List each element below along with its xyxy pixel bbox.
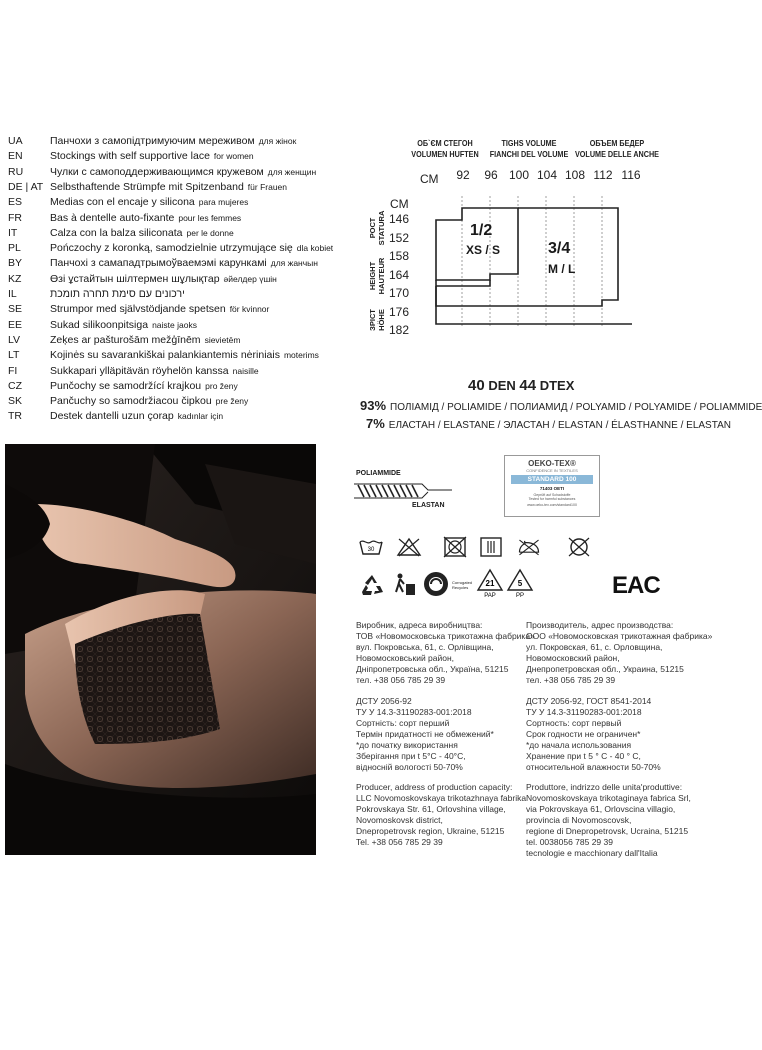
language-text: Destek dantelli uzun çorap kadınlar için (50, 410, 224, 423)
info-line: *до начала использования (526, 740, 632, 750)
info-line: Зберігання при t 5°C - 40°C, (356, 751, 466, 761)
fabric-bottom-label: ELASTAN (412, 502, 445, 509)
composition-polyamide: 93% ПОЛІАМІД / POLIAMIDE / ПОЛИАМИД / POLYAMID / POLYAMIDE / POLIAMMIDE (360, 398, 762, 413)
svg-text:30: 30 (367, 547, 375, 553)
language-code: CZ (8, 379, 22, 392)
info-line: provincia di Novomoscovsk, (526, 815, 632, 825)
oeko-standard: STANDARD 100 (511, 475, 593, 484)
eac-mark: EAC (612, 572, 660, 599)
info-line: относительной влажности 50-70% (526, 762, 661, 772)
do-not-dry-clean-icon (566, 536, 592, 558)
oeko-tiny1: Geprüft auf Schadstoffe (533, 493, 571, 497)
language-code: BY (8, 257, 23, 270)
info-line: regione di Dnepropetrovsk, Ucraina, 51215 (526, 826, 689, 836)
size1-label: XS / S (466, 243, 501, 257)
info-line: Дніпропетровська обл., Україна, 51215 (356, 664, 509, 674)
language-text: Stockings with self supportive lace for women (50, 150, 254, 163)
info-it (526, 782, 691, 859)
fabric-top-label: POLIAMMIDE (356, 470, 401, 477)
language-code: TR (8, 410, 22, 423)
info-ua-standards (356, 696, 494, 773)
info-line: Хранение при t 5 ° C - 40 ° C, (526, 751, 641, 761)
oeko-tex-label (504, 455, 600, 517)
height-tick-label: 158 (389, 249, 410, 263)
language-code: RU (8, 165, 24, 178)
language-code: UA (8, 135, 23, 147)
info-line: tel. 0038056 785 29 39 (526, 837, 613, 847)
hip-unit-label: СМ (420, 172, 439, 186)
language-text: Zeķes ar pašturošām mežģīnēm sievietēm (50, 333, 241, 346)
info-line: Dnepropetrovsk region, Ukraine, 51215 (356, 826, 505, 836)
oeko-code: 71403 OETI (539, 486, 565, 491)
height-unit-label: CM (390, 197, 409, 211)
info-line: ТУ У 14.3-31190283-001:2018 (356, 707, 472, 717)
info-line: Produttore, indrizzo delle unita'produttive: (526, 782, 683, 792)
language-code: FI (8, 364, 18, 377)
den-dtex: 40 DEN 44 DTEX (468, 377, 575, 394)
info-line: Виробник, адреса виробництва: (356, 620, 483, 630)
language-code: PL (8, 242, 21, 255)
wash-30-icon (358, 536, 384, 558)
recycle-5-pp-icon (506, 568, 534, 598)
do-not-iron-icon (516, 536, 542, 558)
language-code: ES (8, 196, 23, 209)
info-line: Producer, address of production capacity: (356, 782, 513, 792)
info-line: tecnologie e macchionary dall'Italia (526, 848, 658, 858)
language-code: LT (8, 349, 20, 362)
language-code: KZ (8, 272, 22, 285)
info-line: Novomoskovskaya trikotaginaya fabrica Srl, (526, 793, 691, 803)
height-tick-label: 176 (389, 304, 410, 319)
corrugated-label: Corrugated Recycles (452, 580, 473, 590)
info-line: Новомосковский район, (526, 653, 620, 663)
product-photo (5, 444, 316, 855)
language-code: EE (8, 318, 23, 331)
info-line: via Pokrovskaya 61, Orlovscina villagio, (526, 804, 676, 814)
language-code: FR (8, 211, 22, 224)
language-text: Өзі ұстайтын шілтермен шұлықтар әйелдер үшін (50, 272, 277, 285)
hip-tick-label: 92 (456, 168, 470, 182)
language-text: Selbsthaftende Strümpfe mit Spitzenband für Frauen (50, 180, 288, 193)
chart-header: TIGHS VOLUME FIANCHI DEL VOLUME (489, 138, 569, 159)
oeko-sub: CONFIDENCE IN TEXTILES (526, 468, 578, 473)
info-line: *до початку використання (356, 740, 458, 750)
info-line: Днепропетровская обл., Украина, 51215 (526, 664, 684, 674)
recycle-5-number: 5 (517, 579, 523, 588)
size-chart-grid (432, 196, 632, 332)
info-ua (356, 620, 535, 686)
oeko-tiny2: Tested for harmful substances (528, 497, 576, 501)
info-line: Pokrovskaya Str. 61, Orlovshina village, (356, 804, 506, 814)
composition-elastane: 7% ЕЛАСТАН / ELASTANE / ЭЛАСТАН / ELASTAN / ÉLASTHANNE / ELASTAN (366, 416, 731, 431)
language-code: DE | AT (8, 180, 44, 193)
hip-tick-label: 108 (564, 168, 586, 182)
language-code: IT (8, 226, 18, 239)
info-line: LLC Novomoskovskaya trikotazhnaya fabrika (356, 793, 527, 803)
stocking-leg-image (5, 444, 316, 855)
recycle-icon (358, 572, 386, 598)
language-text: Панчохі з самападтрымоўваемэмі карункамі для жанчын (50, 257, 318, 270)
info-line: Сортность: сорт первый (526, 718, 622, 728)
height-tick-label: 152 (389, 230, 410, 245)
info-line: тел. +38 056 785 29 39 (356, 675, 446, 685)
chart-header: ОБЪЕМ БЕДЕР VOLUME DELLE ANCHE (574, 138, 660, 159)
language-code: EN (8, 150, 23, 163)
recycle-21-pap-icon (476, 568, 504, 598)
hip-tick-label: 104 (536, 168, 558, 182)
do-not-bleach-icon (396, 536, 422, 558)
size1-number: 1/2 (470, 222, 493, 239)
height-axis-label: HEIGHT HAUTEUR (368, 257, 386, 295)
language-text: Strumpor med självstödjande spetsen för kvinnor (50, 303, 270, 316)
height-tick-label: 182 (389, 323, 410, 337)
info-line: ООО «Новомосковская трикотажная фабрика» (526, 631, 713, 641)
oeko-title: OEKO-TEX® (528, 459, 576, 468)
hip-tick-label: 96 (484, 168, 498, 182)
do-not-tumble-dry-icon (442, 536, 468, 558)
language-code: IL (8, 288, 17, 300)
language-code: LV (8, 333, 21, 346)
height-tick-label: 170 (389, 286, 410, 300)
info-line: Срок годности не ограничен* (526, 729, 641, 739)
language-text: Pančuchy so samodržiacou čipkou pre ženy (50, 395, 249, 408)
fabric-yarn-icon (352, 478, 452, 504)
info-ru-standards (526, 696, 661, 773)
language-text: Панчохи з самопідтримуючим мереживом для жінок (50, 135, 297, 147)
language-text: Sukkapari ylläpitävän röyhelön kanssa naisille (50, 364, 259, 377)
info-line: вул. Покровська, 61, с. Орлівщина, (356, 642, 494, 652)
language-text: Bas à dentelle auto-fixante pour les femmes (50, 211, 242, 224)
info-line: ТОВ «Новомосковська трикотажна фабрика» (356, 631, 535, 641)
info-line: Производитель, адрес производства: (526, 620, 674, 630)
hip-tick-label: 116 (621, 168, 641, 182)
info-line: тел. +38 056 785 29 39 (526, 675, 616, 685)
recycle-21-label: PAP (484, 593, 496, 599)
size2-number: 3/4 (548, 240, 571, 257)
info-line: Novomoskovsk district, (356, 815, 443, 825)
info-line: Сортність: сорт перший (356, 718, 450, 728)
info-line: відносній вологості 50-70% (356, 762, 463, 772)
info-line: ТУ У 14.3-31190283-001:2018 (526, 707, 642, 717)
info-en (356, 782, 526, 848)
height-axis-label: РОСТ STATURA (368, 210, 386, 246)
oeko-url: www.oeko-tex.com/standard100 (527, 503, 577, 507)
info-line: Новомосковський район, (356, 653, 455, 663)
language-code: SE (8, 303, 23, 316)
info-ru (526, 620, 712, 686)
language-text: Punčochy se samodržící krajkou pro ženy (50, 379, 238, 392)
language-text: Pończochy z koronką, samodzielnie utrzymujące się dla kobiet (50, 242, 334, 255)
recycle-21-number: 21 (485, 579, 495, 588)
hip-tick-label: 112 (593, 168, 613, 182)
language-text: Kojinės su savarankiškai palankiantemis nėriniais moterims (50, 349, 319, 362)
info-line: Термін придатності не обмежений* (356, 729, 494, 739)
info-line: ДСТУ 2056-92, ГОСТ 8541-2014 (526, 696, 652, 706)
chart-header: ОБ`ЄМ СТЕГОН VOLUMEN HUFTEN (411, 138, 479, 159)
language-text: Medias con el encaje y silicona para mujeres (50, 196, 249, 209)
height-tick-label: 164 (389, 267, 410, 282)
line-dry-icon (478, 536, 504, 558)
corrugated-recycle-icon (422, 570, 450, 598)
info-line: Tel. +38 056 785 29 39 (356, 837, 443, 847)
info-line: ул. Покровская, 61, с. Орловщина, (526, 642, 663, 652)
height-axis-label: ЗРІСТ HÖHE (368, 309, 386, 331)
language-code: SK (8, 395, 23, 408)
size2-label: M / L (548, 262, 576, 276)
language-text: ירכונים עם סימת תחרה תומכת (50, 288, 185, 300)
hip-tick-label: 100 (508, 168, 530, 182)
language-text: Calza con la balza siliconata per le donne (50, 226, 234, 239)
info-line: ДСТУ 2056-92 (356, 696, 412, 706)
height-tick-label: 146 (389, 212, 410, 226)
recycle-5-label: PP (515, 593, 525, 599)
language-text: Чулки с самоподдерживающимся кружевом для женщин (50, 165, 317, 178)
tidy-man-icon (392, 572, 418, 598)
language-text: Sukad silikoonpitsiga naiste jaoks (50, 318, 197, 331)
